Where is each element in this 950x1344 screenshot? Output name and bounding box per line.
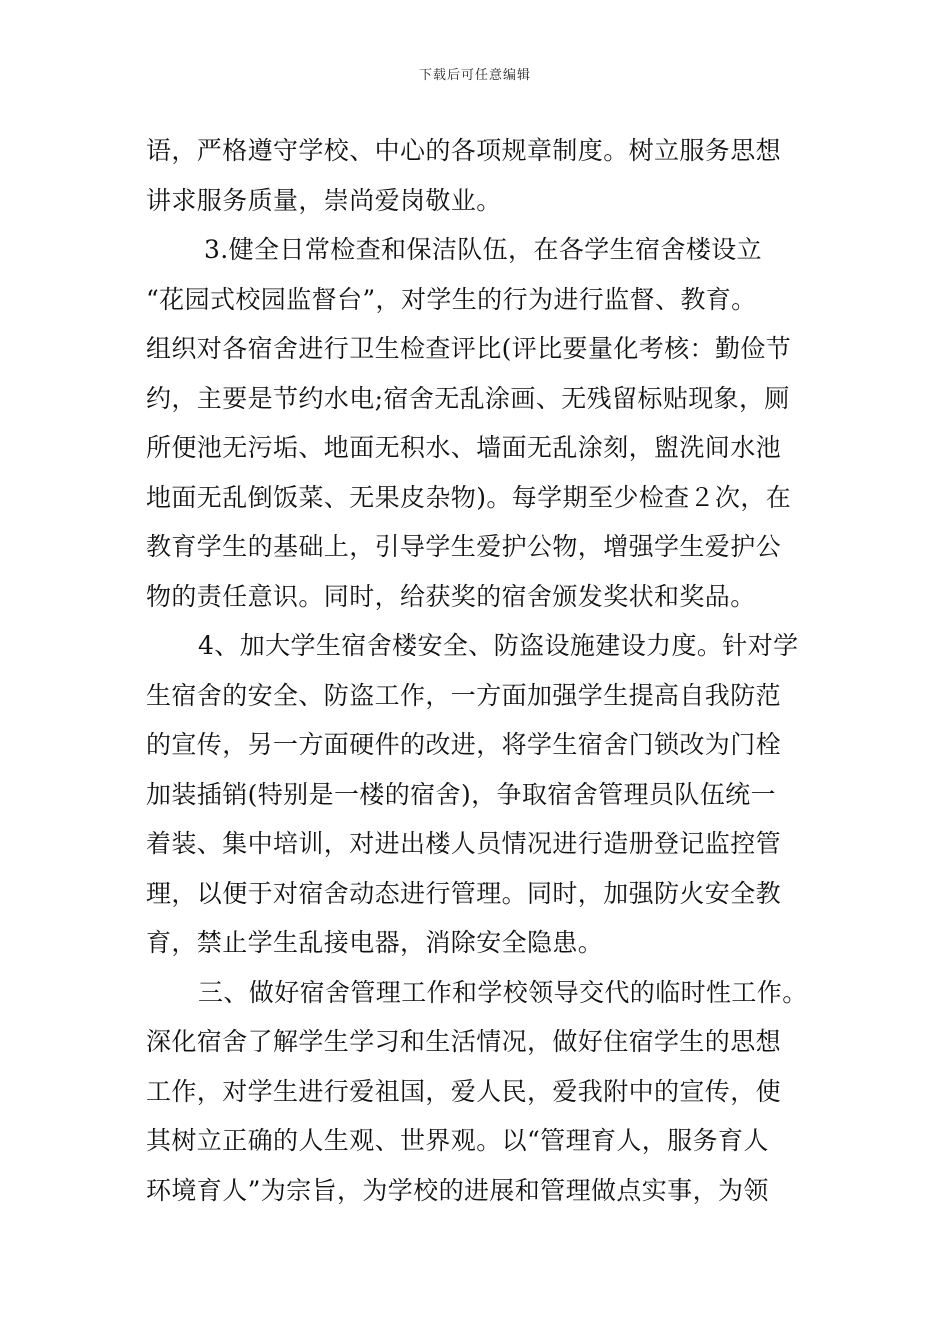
page-header: 下载后可任意编辑 [418,68,531,83]
text-line: 教育学生的基础上，引导学生爱护公物，增强学生爱护公 [146,532,782,561]
text-line: 加装插销(特别是一楼的宿舍)，争取宿舍管理员队伍统一 [146,779,776,809]
text-line: 讲求服务质量，崇尚爱岗敬业。 [146,185,502,215]
text-line: 语，严格遵守学校、中心的各项规章制度。树立服务思想 [146,136,782,165]
text-line: 物的责任意识。同时，给获奖的宿舍颁发奖状和奖品。 [146,581,756,611]
text-line: 工作，对学生进行爱祖国，爱人民，爱我附中的宣传，使 [146,1076,782,1106]
text-line: 环境育人”为宗旨，为学校的进展和管理做点实事，为领 [146,1175,769,1205]
text-line: 的宣传，另一方面硬件的改进，将学生宿舍门锁改为门栓 [146,730,782,759]
document-body [146,126,814,1215]
text-line: 着装、集中培训，对进出楼人员情况进行造册登记监控管 [146,829,782,858]
text-line: 地面无乱倒饭菜、无果皮杂物)。每学期至少检查２次，在 [146,482,792,512]
text-line: 生宿舍的安全、防盗工作，一方面加强学生提高自我防范 [146,680,782,710]
text-line: 其树立正确的人生观、世界观。以“管理育人，服务育人 [146,1126,769,1155]
paragraph-start-line: 三、做好宿舍管理工作和学校领导交代的临时性工作。 [198,977,808,1007]
paragraph-start-line: 3.健全日常检查和保洁队伍，在各学生宿舍楼设立 [204,235,763,264]
text-line: 组织对各宿舍进行卫生检查评比(评比要量化考核：勤俭节 [146,334,792,363]
text-line: 约，主要是节约水电;宿舍无乱涂画、无残留标贴现象，厕 [146,383,790,413]
text-line: 理，以便于对宿舍动态进行管理。同时，加强防火安全教 [146,878,782,908]
text-line: 深化宿舍了解学生学习和生活情况，做好住宿学生的思想 [146,1027,782,1056]
text-line: 所便池无污垢、地面无积水、墙面无乱涂刻，盥洗间水池 [146,433,782,462]
paragraph-start-line: 4、加大学生宿舍楼安全、防盗设施建设力度。针对学 [198,631,799,660]
text-line: “花园式校园监督台”，对学生的行为进行监督、教育。 [146,284,757,314]
text-line: 育，禁止学生乱接电器，消除安全隐患。 [146,928,604,957]
